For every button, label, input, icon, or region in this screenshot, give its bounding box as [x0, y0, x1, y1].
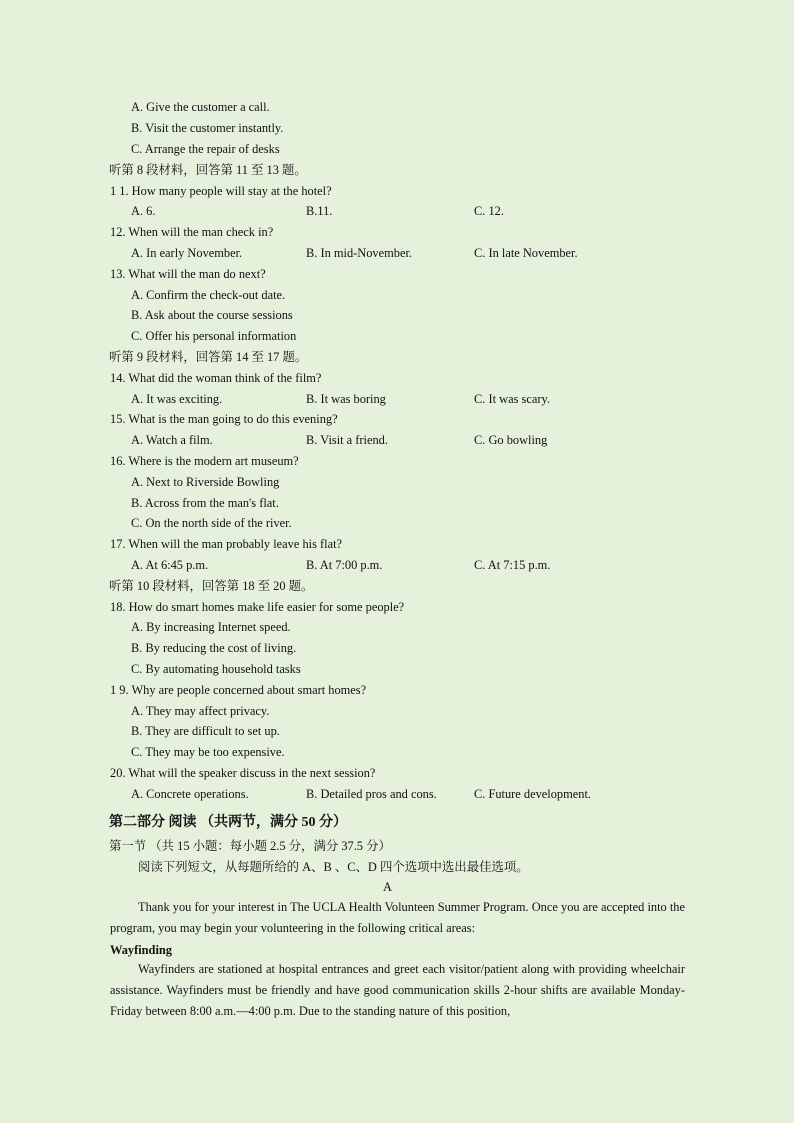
q14-option-c: C. It was scary.	[474, 392, 550, 406]
wayfinding-heading: Wayfinding	[110, 943, 172, 957]
q14-option-a: A. It was exciting.	[131, 392, 223, 406]
q20-option-b: B. Detailed pros and cons.	[306, 787, 437, 801]
q10-option-b: B. Visit the customer instantly.	[131, 121, 284, 135]
q13-option-b: B. Ask about the course sessions	[131, 308, 293, 322]
q19-option-b: B. They are difficult to set up.	[131, 724, 280, 738]
q12-option-a: A. In early November.	[131, 246, 243, 260]
q15-option-a: A. Watch a film.	[131, 433, 213, 447]
q11-option-b: B.11.	[306, 204, 333, 218]
passage-label: A	[383, 880, 392, 894]
question-11: 1 1. How many people will stay at the hotel?	[110, 184, 332, 198]
q16-option-b: B. Across from the man's flat.	[131, 496, 279, 510]
question-18: 18. How do smart homes make life easier for some people?	[110, 600, 405, 614]
q17-option-c: C. At 7:15 p.m.	[474, 558, 551, 572]
q13-option-a: A. Confirm the check-out date.	[131, 288, 286, 302]
q16-option-c: C. On the north side of the river.	[131, 516, 292, 530]
q18-option-c: C. By automating household tasks	[131, 662, 301, 676]
question-15: 15. What is the man going to do this evening?	[110, 412, 338, 426]
q14-option-b: B. It was boring	[306, 392, 386, 406]
q20-option-a: A. Concrete operations.	[131, 787, 249, 801]
q18-option-a: A. By increasing Internet speed.	[131, 620, 291, 634]
q15-option-b: B. Visit a friend.	[306, 433, 388, 447]
question-19: 1 9. Why are people concerned about smart homes?	[110, 683, 367, 697]
question-12: 12. When will the man check in?	[110, 225, 274, 239]
question-20: 20. What will the speaker discuss in the next session?	[110, 766, 376, 780]
reading-instructions: 阅读下列短文，从每题所给的 A、B 、C、D 四个选项中选出最佳选项。	[138, 860, 529, 874]
q16-option-a: A. Next to Riverside Bowling	[131, 475, 280, 489]
question-14: 14. What did the woman think of the film?	[110, 371, 322, 385]
q13-option-c: C. Offer his personal information	[131, 329, 297, 343]
q10-option-a: A. Give the customer a call.	[131, 100, 270, 114]
q19-option-c: C. They may be too expensive.	[131, 745, 285, 759]
q18-option-b: B. By reducing the cost of living.	[131, 641, 297, 655]
section-9-heading: 听第 9 段材料，回答第 14 至 17 题。	[109, 350, 308, 364]
q15-option-c: C. Go bowling	[474, 433, 548, 447]
q12-option-c: C. In late November.	[474, 246, 578, 260]
section-8-heading: 听第 8 段材料，回答第 11 至 13 题。	[109, 163, 307, 177]
passage-intro: Thank you for your interest in The UCLA Health Volunteen Summer Program. Once you are accepted into the program, you may begin your volunteering in the following critical areas:	[110, 900, 685, 935]
q11-option-c: C. 12.	[474, 204, 504, 218]
part-2-title: 第二部分 阅读 （共两节，满分 50 分）	[109, 815, 347, 830]
q17-option-b: B. At 7:00 p.m.	[306, 558, 383, 572]
q10-option-c: C. Arrange the repair of desks	[131, 142, 280, 156]
q20-option-c: C. Future development.	[474, 787, 592, 801]
q19-option-a: A. They may affect privacy.	[131, 704, 270, 718]
q17-option-a: A. At 6:45 p.m.	[131, 558, 209, 572]
wayfinding-text: Wayfinders are stationed at hospital entrances and greet each visitor/patient along with providing wheelchair assistance. Wayfinders must be friendly and have good communication skills 2-hour shifts are available Monday-Friday between 8:00 a.m.—4:00 p.m. Due to the standing nature of this position,	[110, 962, 685, 1018]
q12-option-b: B. In mid-November.	[306, 246, 412, 260]
question-16: 16. Where is the modern art museum?	[110, 454, 299, 468]
q11-option-a: A. 6.	[131, 204, 156, 218]
question-13: 13. What will the man do next?	[110, 267, 266, 281]
part-2-section-1: 第一节 （共 15 小题：每小题 2.5 分，满分 37.5 分）	[109, 839, 391, 853]
question-17: 17. When will the man probably leave his flat?	[110, 537, 343, 551]
section-10-heading: 听第 10 段材料，回答第 18 至 20 题。	[109, 579, 314, 593]
